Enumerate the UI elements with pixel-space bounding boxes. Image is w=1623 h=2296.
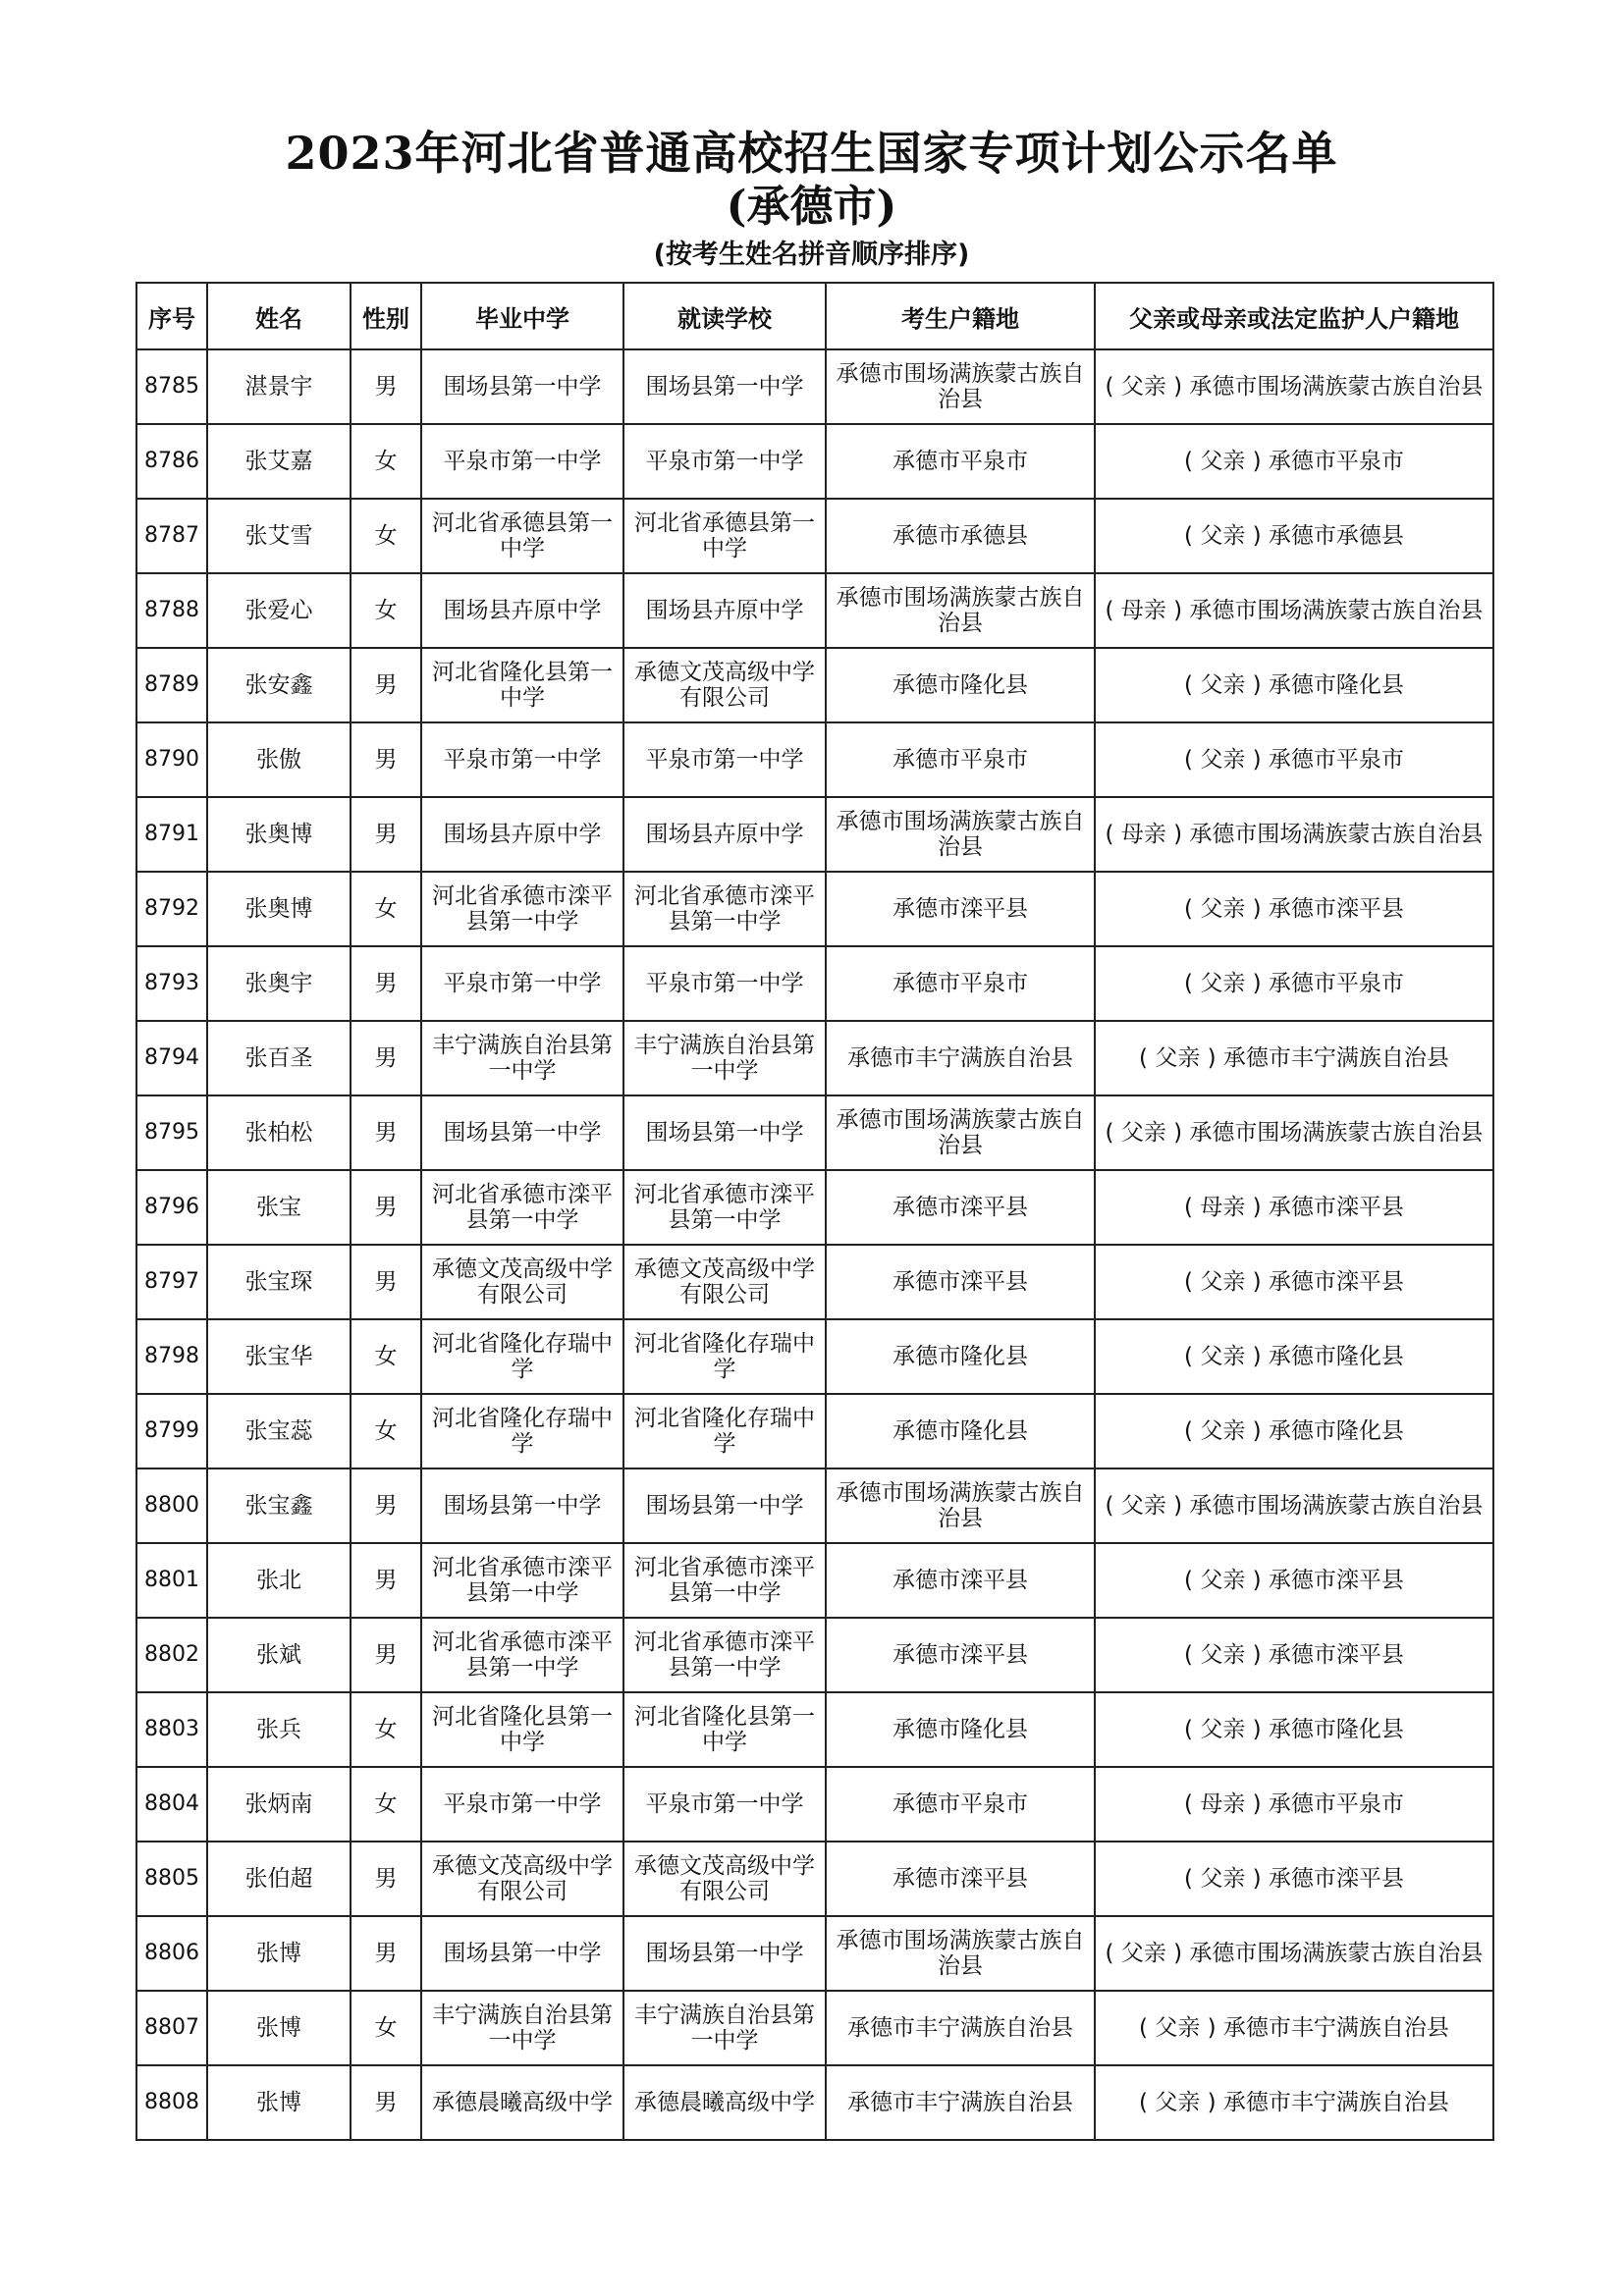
cell-current-school: 河北省承德县第一中学 — [623, 499, 826, 573]
cell-graduation-school: 河北省隆化存瑞中学 — [421, 1319, 623, 1394]
cell-guardian-registration: ( 父亲 ) 承德市丰宁满族自治县 — [1095, 2065, 1493, 2140]
cell-current-school: 围场县第一中学 — [623, 1095, 826, 1170]
cell-gender: 男 — [351, 1245, 421, 1319]
cell-gender: 女 — [351, 424, 421, 499]
cell-index: 8807 — [136, 1991, 207, 2065]
cell-gender: 女 — [351, 499, 421, 573]
cell-graduation-school: 河北省隆化县第一中学 — [421, 1692, 623, 1767]
cell-guardian-registration: ( 父亲 ) 承德市平泉市 — [1095, 424, 1493, 499]
cell-gender: 男 — [351, 1095, 421, 1170]
cell-gender: 女 — [351, 1394, 421, 1468]
cell-index: 8795 — [136, 1095, 207, 1170]
cell-gender: 男 — [351, 722, 421, 797]
cell-guardian-registration: ( 父亲 ) 承德市滦平县 — [1095, 1842, 1493, 1916]
table-row — [136, 1170, 1493, 1245]
document-title: 2023年河北省普通高校招生国家专项计划公示名单 — [285, 127, 1338, 180]
cell-current-school: 平泉市第一中学 — [623, 946, 826, 1021]
cell-household-registration: 承德市平泉市 — [826, 946, 1095, 1021]
cell-gender: 女 — [351, 573, 421, 648]
cell-guardian-registration: ( 母亲 ) 承德市滦平县 — [1095, 1170, 1493, 1245]
cell-index: 8798 — [136, 1319, 207, 1394]
header-current-school: 就读学校 — [623, 283, 826, 349]
cell-index: 8808 — [136, 2065, 207, 2140]
table-row — [136, 1319, 1493, 1394]
cell-name: 张炳南 — [207, 1767, 351, 1842]
cell-current-school: 平泉市第一中学 — [623, 722, 826, 797]
cell-index: 8788 — [136, 573, 207, 648]
cell-graduation-school: 承德文茂高级中学有限公司 — [421, 1842, 623, 1916]
cell-name: 张奥宇 — [207, 946, 351, 1021]
cell-index: 8796 — [136, 1170, 207, 1245]
cell-guardian-registration: ( 父亲 ) 承德市隆化县 — [1095, 648, 1493, 722]
cell-name: 张宝鑫 — [207, 1468, 351, 1543]
cell-name: 张奥博 — [207, 797, 351, 872]
table-row — [136, 946, 1493, 1021]
cell-guardian-registration: ( 父亲 ) 承德市滦平县 — [1095, 1543, 1493, 1618]
table-row — [136, 2065, 1493, 2140]
cell-name: 张伯超 — [207, 1842, 351, 1916]
cell-index: 8801 — [136, 1543, 207, 1618]
cell-household-registration: 承德市围场满族蒙古族自治县 — [826, 797, 1095, 872]
cell-graduation-school: 河北省承德市滦平县第一中学 — [421, 1170, 623, 1245]
cell-current-school: 承德晨曦高级中学 — [623, 2065, 826, 2140]
cell-name: 张宝华 — [207, 1319, 351, 1394]
table-row — [136, 424, 1493, 499]
cell-household-registration: 承德市滦平县 — [826, 1170, 1095, 1245]
cell-guardian-registration: ( 父亲 ) 承德市滦平县 — [1095, 872, 1493, 946]
cell-name: 张傲 — [207, 722, 351, 797]
cell-household-registration: 承德市平泉市 — [826, 1767, 1095, 1842]
cell-gender: 女 — [351, 1319, 421, 1394]
cell-name: 张艾雪 — [207, 499, 351, 573]
cell-guardian-registration: ( 母亲 ) 承德市围场满族蒙古族自治县 — [1095, 797, 1493, 872]
cell-graduation-school: 河北省承德县第一中学 — [421, 499, 623, 573]
table-row — [136, 499, 1493, 573]
cell-household-registration: 承德市滦平县 — [826, 1543, 1095, 1618]
cell-guardian-registration: ( 父亲 ) 承德市围场满族蒙古族自治县 — [1095, 1095, 1493, 1170]
cell-name: 张北 — [207, 1543, 351, 1618]
cell-household-registration: 承德市围场满族蒙古族自治县 — [826, 573, 1095, 648]
cell-gender: 男 — [351, 1618, 421, 1692]
cell-current-school: 平泉市第一中学 — [623, 1767, 826, 1842]
cell-guardian-registration: ( 父亲 ) 承德市平泉市 — [1095, 722, 1493, 797]
cell-guardian-registration: ( 父亲 ) 承德市丰宁满族自治县 — [1095, 1991, 1493, 2065]
cell-guardian-registration: ( 父亲 ) 承德市承德县 — [1095, 499, 1493, 573]
cell-index: 8800 — [136, 1468, 207, 1543]
table-row — [136, 1618, 1493, 1692]
cell-guardian-registration: ( 父亲 ) 承德市隆化县 — [1095, 1319, 1493, 1394]
cell-name: 张安鑫 — [207, 648, 351, 722]
cell-graduation-school: 承德晨曦高级中学 — [421, 2065, 623, 2140]
cell-current-school: 围场县第一中学 — [623, 1468, 826, 1543]
cell-graduation-school: 河北省承德市滦平县第一中学 — [421, 1543, 623, 1618]
student-list-table — [135, 282, 1494, 2141]
table-row — [136, 1991, 1493, 2065]
cell-graduation-school: 河北省隆化存瑞中学 — [421, 1394, 623, 1468]
cell-graduation-school: 围场县卉原中学 — [421, 797, 623, 872]
cell-current-school: 河北省承德市滦平县第一中学 — [623, 1170, 826, 1245]
cell-graduation-school: 围场县第一中学 — [421, 1095, 623, 1170]
cell-index: 8790 — [136, 722, 207, 797]
table-row — [136, 1767, 1493, 1842]
table-row — [136, 1021, 1493, 1095]
cell-household-registration: 承德市隆化县 — [826, 1394, 1095, 1468]
cell-household-registration: 承德市承德县 — [826, 499, 1095, 573]
cell-gender: 女 — [351, 872, 421, 946]
table-row — [136, 1468, 1493, 1543]
cell-guardian-registration: ( 父亲 ) 承德市围场满族蒙古族自治县 — [1095, 349, 1493, 424]
cell-index: 8791 — [136, 797, 207, 872]
cell-graduation-school: 围场县第一中学 — [421, 349, 623, 424]
cell-current-school: 丰宁满族自治县第一中学 — [623, 1021, 826, 1095]
cell-index: 8805 — [136, 1842, 207, 1916]
table-row — [136, 349, 1493, 424]
cell-gender: 男 — [351, 1468, 421, 1543]
cell-current-school: 河北省隆化存瑞中学 — [623, 1394, 826, 1468]
table-row — [136, 1394, 1493, 1468]
cell-guardian-registration: ( 父亲 ) 承德市滦平县 — [1095, 1618, 1493, 1692]
cell-guardian-registration: ( 父亲 ) 承德市平泉市 — [1095, 946, 1493, 1021]
cell-household-registration: 承德市围场满族蒙古族自治县 — [826, 1468, 1095, 1543]
cell-gender: 男 — [351, 1842, 421, 1916]
table-row — [136, 1842, 1493, 1916]
cell-index: 8797 — [136, 1245, 207, 1319]
cell-current-school: 承德文茂高级中学有限公司 — [623, 1842, 826, 1916]
cell-guardian-registration: ( 母亲 ) 承德市围场满族蒙古族自治县 — [1095, 573, 1493, 648]
cell-household-registration: 承德市滦平县 — [826, 1842, 1095, 1916]
cell-household-registration: 承德市丰宁满族自治县 — [826, 1021, 1095, 1095]
cell-household-registration: 承德市平泉市 — [826, 424, 1095, 499]
cell-gender: 男 — [351, 349, 421, 424]
cell-graduation-school: 平泉市第一中学 — [421, 722, 623, 797]
table-row — [136, 722, 1493, 797]
table-row — [136, 1692, 1493, 1767]
cell-name: 张宝琛 — [207, 1245, 351, 1319]
cell-household-registration: 承德市围场满族蒙古族自治县 — [826, 1095, 1095, 1170]
cell-guardian-registration: ( 母亲 ) 承德市平泉市 — [1095, 1767, 1493, 1842]
cell-household-registration: 承德市围场满族蒙古族自治县 — [826, 1916, 1095, 1991]
cell-household-registration: 承德市丰宁满族自治县 — [826, 1991, 1095, 2065]
cell-current-school: 平泉市第一中学 — [623, 424, 826, 499]
cell-current-school: 围场县第一中学 — [623, 349, 826, 424]
cell-index: 8787 — [136, 499, 207, 573]
table-row — [136, 648, 1493, 722]
cell-current-school: 承德文茂高级中学有限公司 — [623, 648, 826, 722]
header-graduation-school: 毕业中学 — [421, 283, 623, 349]
cell-name: 张艾嘉 — [207, 424, 351, 499]
cell-name: 张宝蕊 — [207, 1394, 351, 1468]
table-row — [136, 573, 1493, 648]
cell-graduation-school: 河北省承德市滦平县第一中学 — [421, 872, 623, 946]
header-index: 序号 — [136, 283, 207, 349]
cell-graduation-school: 围场县第一中学 — [421, 1468, 623, 1543]
cell-name: 张柏松 — [207, 1095, 351, 1170]
cell-gender: 女 — [351, 1991, 421, 2065]
cell-household-registration: 承德市滦平县 — [826, 1618, 1095, 1692]
cell-gender: 女 — [351, 1767, 421, 1842]
cell-name: 张博 — [207, 2065, 351, 2140]
cell-index: 8803 — [136, 1692, 207, 1767]
header-gender: 性别 — [351, 283, 421, 349]
table-row — [136, 1095, 1493, 1170]
cell-current-school: 河北省承德市滦平县第一中学 — [623, 1543, 826, 1618]
table-row — [136, 872, 1493, 946]
cell-guardian-registration: ( 父亲 ) 承德市围场满族蒙古族自治县 — [1095, 1468, 1493, 1543]
table-row — [136, 1543, 1493, 1618]
cell-index: 8794 — [136, 1021, 207, 1095]
cell-gender: 男 — [351, 1916, 421, 1991]
cell-index: 8806 — [136, 1916, 207, 1991]
cell-guardian-registration: ( 父亲 ) 承德市丰宁满族自治县 — [1095, 1021, 1493, 1095]
sort-note: (按考生姓名拼音顺序排序) — [653, 240, 970, 270]
cell-household-registration: 承德市围场满族蒙古族自治县 — [826, 349, 1095, 424]
cell-current-school: 河北省承德市滦平县第一中学 — [623, 872, 826, 946]
cell-guardian-registration: ( 父亲 ) 承德市隆化县 — [1095, 1692, 1493, 1767]
cell-household-registration: 承德市隆化县 — [826, 648, 1095, 722]
cell-graduation-school: 平泉市第一中学 — [421, 946, 623, 1021]
cell-household-registration: 承德市丰宁满族自治县 — [826, 2065, 1095, 2140]
cell-household-registration: 承德市滦平县 — [826, 1245, 1095, 1319]
cell-graduation-school: 平泉市第一中学 — [421, 424, 623, 499]
table-header-row — [136, 283, 1493, 349]
cell-graduation-school: 河北省承德市滦平县第一中学 — [421, 1618, 623, 1692]
header-guardian-registration: 父亲或母亲或法定监护人户籍地 — [1095, 283, 1493, 349]
cell-household-registration: 承德市平泉市 — [826, 722, 1095, 797]
cell-graduation-school: 承德文茂高级中学有限公司 — [421, 1245, 623, 1319]
cell-name: 张百圣 — [207, 1021, 351, 1095]
cell-index: 8802 — [136, 1618, 207, 1692]
cell-graduation-school: 河北省隆化县第一中学 — [421, 648, 623, 722]
cell-current-school: 河北省隆化存瑞中学 — [623, 1319, 826, 1394]
table-row — [136, 1916, 1493, 1991]
cell-guardian-registration: ( 父亲 ) 承德市围场满族蒙古族自治县 — [1095, 1916, 1493, 1991]
cell-gender: 男 — [351, 1170, 421, 1245]
cell-current-school: 丰宁满族自治县第一中学 — [623, 1991, 826, 2065]
cell-index: 8785 — [136, 349, 207, 424]
cell-gender: 男 — [351, 648, 421, 722]
cell-name: 湛景宇 — [207, 349, 351, 424]
document-header — [0, 126, 1623, 275]
cell-name: 张斌 — [207, 1618, 351, 1692]
cell-gender: 男 — [351, 1543, 421, 1618]
cell-name: 张博 — [207, 1916, 351, 1991]
cell-graduation-school: 围场县卉原中学 — [421, 573, 623, 648]
cell-household-registration: 承德市隆化县 — [826, 1692, 1095, 1767]
cell-index: 8804 — [136, 1767, 207, 1842]
cell-graduation-school: 丰宁满族自治县第一中学 — [421, 1021, 623, 1095]
header-household-registration: 考生户籍地 — [826, 283, 1095, 349]
cell-name: 张博 — [207, 1991, 351, 2065]
cell-current-school: 围场县第一中学 — [623, 1916, 826, 1991]
cell-name: 张宝 — [207, 1170, 351, 1245]
cell-current-school: 河北省承德市滦平县第一中学 — [623, 1618, 826, 1692]
cell-household-registration: 承德市隆化县 — [826, 1319, 1095, 1394]
cell-index: 8793 — [136, 946, 207, 1021]
cell-graduation-school: 平泉市第一中学 — [421, 1767, 623, 1842]
cell-guardian-registration: ( 父亲 ) 承德市滦平县 — [1095, 1245, 1493, 1319]
cell-index: 8786 — [136, 424, 207, 499]
cell-gender: 男 — [351, 2065, 421, 2140]
cell-current-school: 围场县卉原中学 — [623, 573, 826, 648]
cell-graduation-school: 围场县第一中学 — [421, 1916, 623, 1991]
cell-gender: 男 — [351, 1021, 421, 1095]
cell-gender: 女 — [351, 1692, 421, 1767]
cell-name: 张爱心 — [207, 573, 351, 648]
cell-household-registration: 承德市滦平县 — [826, 872, 1095, 946]
cell-index: 8789 — [136, 648, 207, 722]
cell-graduation-school: 丰宁满族自治县第一中学 — [421, 1991, 623, 2065]
cell-name: 张兵 — [207, 1692, 351, 1767]
document-subtitle: (承德市) — [726, 182, 897, 232]
cell-index: 8799 — [136, 1394, 207, 1468]
cell-name: 张奥博 — [207, 872, 351, 946]
cell-guardian-registration: ( 父亲 ) 承德市隆化县 — [1095, 1394, 1493, 1468]
cell-current-school: 河北省隆化县第一中学 — [623, 1692, 826, 1767]
header-name: 姓名 — [207, 283, 351, 349]
table-row — [136, 797, 1493, 872]
cell-gender: 男 — [351, 797, 421, 872]
cell-index: 8792 — [136, 872, 207, 946]
cell-gender: 男 — [351, 946, 421, 1021]
cell-current-school: 承德文茂高级中学有限公司 — [623, 1245, 826, 1319]
table-row — [136, 1245, 1493, 1319]
cell-current-school: 围场县卉原中学 — [623, 797, 826, 872]
